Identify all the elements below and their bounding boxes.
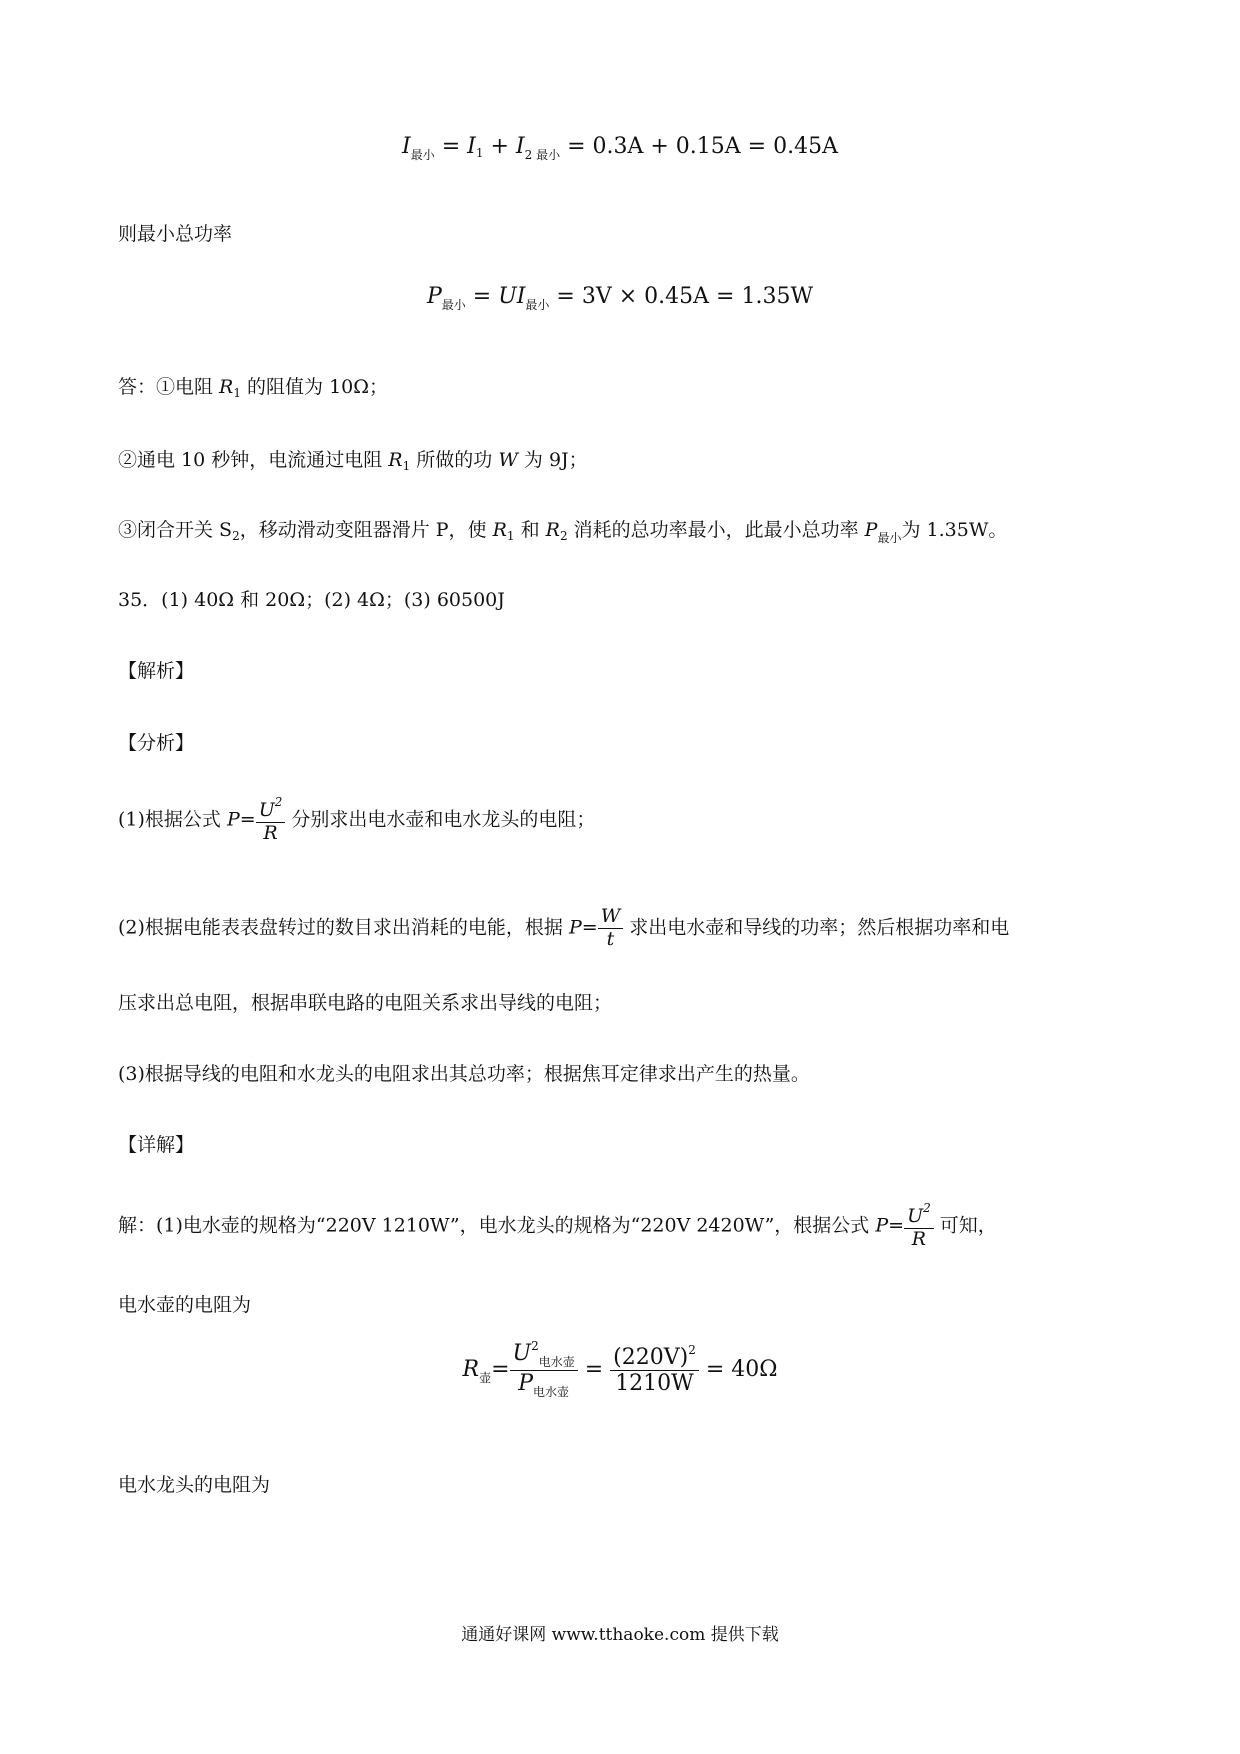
numerator: (220V) <box>613 1344 689 1370</box>
superscript: 2 <box>688 1342 696 1357</box>
subscript: 最小 <box>525 298 550 312</box>
label-fenxi: 【分析】 <box>118 732 195 754</box>
equals: = <box>465 284 499 309</box>
text: (1)根据公式 <box>118 808 227 831</box>
label-jiexi: 【解析】 <box>118 660 195 682</box>
numerator: U <box>258 799 275 821</box>
equation-power-min <box>0 284 1240 313</box>
analysis-1 <box>118 796 595 845</box>
fraction <box>598 906 624 951</box>
numerator: W <box>598 906 624 929</box>
equals: = <box>434 134 468 159</box>
symbol-r: R <box>388 449 403 471</box>
subscript: 2 最小 <box>524 148 561 162</box>
symbol-r2: R <box>545 519 560 541</box>
text: 消耗的总功率最小，此最小总功率 <box>567 519 865 541</box>
text-min-power: 则最小总功率 <box>118 223 233 245</box>
answer-3 <box>118 515 1007 546</box>
numerator: U <box>907 1205 924 1227</box>
label-xiangjie: 【详解】 <box>118 1134 195 1156</box>
subscript: 1 <box>233 386 241 400</box>
fraction-2 <box>610 1344 699 1397</box>
subscript: 最小 <box>410 148 435 162</box>
text: ，移动滑动变阻器滑片 P，使 <box>239 519 493 541</box>
subscript: 2 <box>559 529 568 543</box>
equation-result: = 3V × 0.45A = 1.35W <box>549 284 814 309</box>
plus: + <box>483 134 516 159</box>
equation-result: = 0.3A + 0.15A = 0.45A <box>560 134 838 159</box>
text: 和 <box>514 519 546 541</box>
denominator: P <box>518 1370 534 1396</box>
text: ②通电 10 秒钟，电流通过电阻 <box>118 449 389 471</box>
symbol-p: P <box>226 808 240 831</box>
text: (2)根据电能表表盘转过的数目求出消耗的电能，根据 <box>118 916 569 939</box>
subscript: 1 <box>506 529 515 543</box>
symbol-p: P <box>875 1214 889 1237</box>
equals: = <box>491 1356 510 1382</box>
answer-1 <box>118 372 388 400</box>
subscript: 2 <box>232 529 240 543</box>
denominator: t <box>606 927 615 950</box>
equation-result: = 40Ω <box>698 1356 778 1382</box>
equation-current-min <box>0 134 1240 163</box>
numerator: U <box>512 1341 532 1366</box>
answer-2 <box>118 445 588 473</box>
subscript: 1 <box>402 459 411 473</box>
text: 所做的功 <box>410 449 499 471</box>
symbol-p: P <box>426 284 442 309</box>
text: ③闭合开关 S <box>118 519 233 541</box>
symbol-i: I <box>402 134 411 159</box>
footer-source: 通通好课网 www.tthaoke.com 提供下载 <box>461 1625 779 1645</box>
equals: = <box>581 916 598 939</box>
superscript: 2 <box>274 795 283 809</box>
text: 可知， <box>933 1214 997 1237</box>
text: 分别求出电水壶和电水龙头的电阻； <box>285 808 596 831</box>
symbol-i2: I <box>515 134 525 159</box>
superscript: 2 <box>923 1201 931 1215</box>
text-kettle-resistance: 电水壶的电阻为 <box>118 1294 252 1316</box>
fraction <box>256 796 286 845</box>
text-faucet-resistance: 电水龙头的电阻为 <box>118 1474 271 1496</box>
question-35-answer: 35．(1) 40Ω 和 20Ω；(2) 4Ω；(3) 60500J <box>118 589 505 611</box>
analysis-2 <box>118 906 1009 951</box>
subscript: 电水壶 <box>533 1384 570 1399</box>
symbol-ui: UI <box>498 284 526 309</box>
superscript: 2 <box>531 1339 539 1353</box>
equals: = <box>239 808 256 831</box>
equals: = <box>577 1356 611 1382</box>
subscript: 壶 <box>479 1370 492 1385</box>
fraction-1 <box>510 1340 578 1400</box>
denominator: R <box>263 821 278 844</box>
symbol-p: P <box>864 519 878 541</box>
subscript: 最小 <box>877 531 902 545</box>
equals: = <box>888 1214 905 1237</box>
text: 为 1.35W。 <box>901 519 1008 541</box>
equation-kettle-resistance <box>0 1340 1240 1400</box>
fraction <box>904 1202 934 1251</box>
text: 解：(1)电水壶的规格为“220V 1210W”，电水龙头的规格为“220V 2420W”，根据公式 <box>118 1214 876 1237</box>
solution-1 <box>118 1202 997 1251</box>
symbol-r: R <box>462 1356 480 1382</box>
analysis-2-continued: 压求出总电阻，根据串联电路的电阻关系求出导线的电阻； <box>118 992 613 1014</box>
symbol-r: R <box>219 376 234 398</box>
denominator: 1210W <box>615 1370 694 1396</box>
subscript: 电水壶 <box>538 1355 575 1369</box>
symbol-w: W <box>498 449 518 471</box>
text: 求出电水壶和导线的功率；然后根据功率和电 <box>623 916 1010 939</box>
text: 的阻值为 10Ω； <box>241 376 389 398</box>
symbol-r1: R <box>492 519 507 541</box>
text: 为 9J； <box>517 449 588 471</box>
text: 答：①电阻 <box>118 376 220 398</box>
subscript: 1 <box>475 146 484 160</box>
symbol-p: P <box>568 916 582 939</box>
subscript: 最小 <box>441 298 466 312</box>
denominator: R <box>911 1227 927 1250</box>
symbol-i1: I <box>467 134 476 159</box>
analysis-3: (3)根据导线的电阻和水龙头的电阻求出其总功率；根据焦耳定律求出产生的热量。 <box>118 1063 810 1085</box>
